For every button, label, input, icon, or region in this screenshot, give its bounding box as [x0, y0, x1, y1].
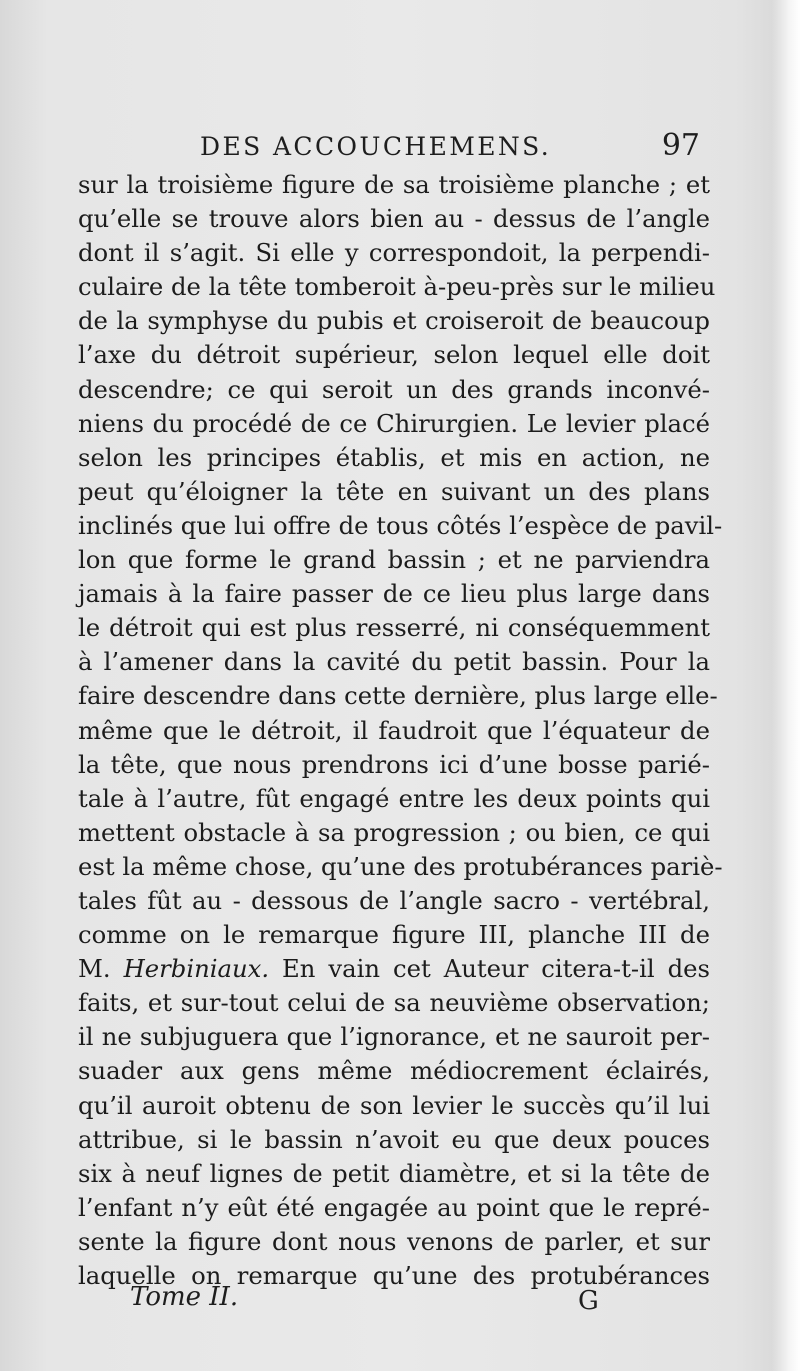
- text-line: même que le détroit, il faudroit que l’équateur de: [78, 715, 710, 745]
- text-line: sur la troisième figure de sa troisième planche ; et: [78, 170, 710, 199]
- signature-mark: G: [578, 1286, 599, 1316]
- text-line: mettent obstacle à sa progression ; ou bien, ce qui: [78, 817, 710, 847]
- text-line: de la symphyse du pubis et croiseroit de beaucoup: [78, 306, 710, 336]
- text-line: niens du procédé de ce Chirurgien. Le levier placé: [78, 408, 710, 438]
- text-line: [78, 952, 710, 986]
- text-line: lon que forme le grand bassin ; et ne parviendra: [78, 545, 710, 575]
- text-line: suader aux gens même médiocrement éclairés,: [78, 1056, 710, 1086]
- running-head: [200, 128, 710, 168]
- text-line: tales fût au - dessous de l’angle sacro - vertébral,: [78, 885, 710, 915]
- page-edge: [772, 0, 800, 1371]
- line-prefix: M.: [78, 954, 124, 984]
- text-line: six à neuf lignes de petit diamètre, et si la tête de: [78, 1158, 710, 1188]
- text-line: la tête, que nous prendrons ici d’une bosse parié-: [78, 749, 710, 779]
- text-line: selon les principes établis, et mis en action, ne: [78, 442, 710, 472]
- text-line: descendre; ce qui seroit un des grands inconvé-: [78, 374, 710, 404]
- text-line: il ne subjuguera que l’ignorance, et ne sauroit per-: [78, 1022, 710, 1052]
- line-suffix: En vain cet Auteur citera-t-il des: [269, 954, 711, 984]
- text-line: est la même chose, qu’une des protubérances pariè-: [78, 851, 723, 881]
- text-line: attribue, si le bassin n’avoit eu que deux pouces: [78, 1124, 710, 1154]
- text-line: tale à l’autre, fût engagé entre les deux points qui: [78, 783, 710, 813]
- text-line: culaire de la tête tomberoit à-peu-près sur le milieu: [78, 272, 716, 302]
- volume-label: Tome II.: [130, 1282, 239, 1312]
- text-line: l’enfant n’y eût été engagée au point que le repré-: [78, 1192, 710, 1222]
- body-text: [78, 168, 723, 1293]
- author-name-italic: Herbiniaux.: [123, 954, 270, 984]
- text-line: laquelle on remarque qu’une des protubérances: [78, 1261, 710, 1290]
- text-line: comme on le remarque figure III, planche III de: [78, 920, 710, 950]
- text-line: inclinés que lui offre de tous côtés l’espèce de pavil-: [78, 510, 723, 540]
- text-line: peut qu’éloigner la tête en suivant un des plans: [78, 476, 710, 506]
- text-line: faits, et sur-tout celui de sa neuvième observation;: [78, 988, 710, 1018]
- text-line: le détroit qui est plus resserré, ni conséquemment: [78, 613, 710, 643]
- page-footer: [130, 1282, 610, 1322]
- page-number: 97: [661, 128, 700, 163]
- text-line: jamais à la faire passer de ce lieu plus large dans: [78, 579, 710, 609]
- text-line: qu’il auroit obtenu de son levier le succès qu’il lui: [78, 1090, 710, 1120]
- running-title: DES ACCOUCHEMENS.: [200, 132, 552, 161]
- text-line: l’axe du détroit supérieur, selon lequel elle doit: [78, 340, 710, 370]
- text-line: à l’amener dans la cavité du petit bassin. Pour la: [78, 647, 710, 677]
- text-line: faire descendre dans cette dernière, plus large elle-: [78, 681, 718, 711]
- text-line: qu’elle se trouve alors bien au - dessus de l’angle: [78, 204, 710, 234]
- text-line: dont il s’agit. Si elle y correspondoit, la perpendi-: [78, 238, 710, 268]
- text-line: sente la figure dont nous venons de parler, et sur: [78, 1226, 710, 1256]
